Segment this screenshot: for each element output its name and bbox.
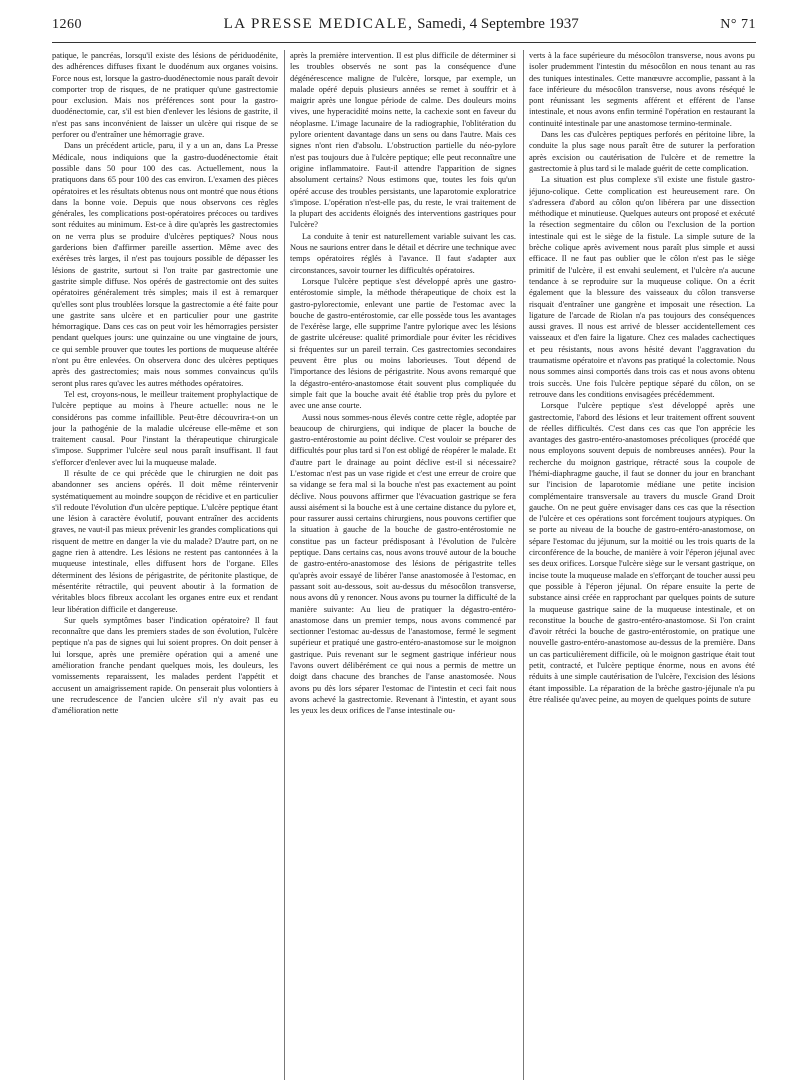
paragraph: Sur quels symptômes baser l'indication opératoire? Il faut reconnaître que dans les premiers stades de son évolution, l'ulcère peptique n'a pas de signes qui lui soient propres. On doit penser à lui lorsque, après une première opération qui a amené une amélioration franche pendant quelques mois, les douleurs, les vomissements reparaissent, les malades perdent l'appétit et accusent un amaigrissement rapide. On penserait plus volontiers à une recrudescence de l'ancien ulcère s'il n'y avait pas eu d'amélioration nette: [52, 615, 278, 716]
paragraph: Dans les cas d'ulcères peptiques perforés en péritoine libre, la conduite la plus sage nous paraît être de suturer la perforation après excision ou cautérisation de l'ulcère et de remettre la gastrectomie à plus tard si le malade guérit de cette complication.: [529, 130, 755, 173]
column-divider: [284, 50, 285, 1080]
paragraph: Lorsque l'ulcère peptique s'est développé après une gastrectomie, l'abord des lésions et leur traitement offrent souvent de réelles difficultés. C'est dans ces cas que l'on apprécie les avantages des gastro-entéro-anastomoses précoliques (procédé que nous employons souvent depuis de nombreuses années). Pour la recherche du moignon gastrique, rétracté sous la coupole de l'hémi-diaphragme gauche, il faut se donner du jour en branchant sur l'incision de laparotomie médiane une petite incision complémentaire transversale au travers du muscle Grand Droit gauche. On ne peut guère envisager dans ces cas que la résection de l'ulcère et ces opérations sont forcément toujours atypiques. On se porte au niveau de la bouche de gastro-entéro-anastomose, on sépare l'estomac du jéjunum, sur la moitié ou les trois quarts de la circonférence de la bouche, de manière à voir l'éperon jéjunal avec ses deux orifices. Lorsque l'ulcère siège sur le versant gastrique, on incise toute la muqueuse malade en s'efforçant de toucher aussi peu que possible à l'éperon jéjunal. On répare ensuite la perte de substance ainsi créée en rapprochant par quelques points de suture la muqueuse gastrique saine de la muqueuse intestinale, et on reconstitue la bouche de gastro-entéro-anastomose. Si l'on craint d'avoir rétréci la bouche de gastro-entérostomie, on pratique une nouvelle gastro-entéro-anastomose au-dessus de la première. Dans un cas particulièrement difficile, où le moignon gastrique était tout petit, contracté, et l'ulcère peptique énorme, nous en avons été réduits à une simple cautérisation de l'ulcère, l'excision des lésions étant impossible. La réparation de la brèche gastro-jéjunale n'a pu être réalisée qu'avec peine, au moyen de quelques points de suture: [529, 401, 755, 704]
text-column-3: [529, 50, 755, 1080]
page-number: 1260: [52, 17, 82, 32]
column-divider: [523, 50, 524, 1080]
issue-number: N° 71: [720, 17, 756, 32]
issue-date: Samedi, 4 Septembre 1937: [417, 16, 579, 32]
paragraph: La conduite à tenir est naturellement variable suivant les cas. Nous ne saurions entrer dans le détail et décrire une technique avec temps opératoires réglés à l'avance. Il faut s'adapter aux circonstances, savoir tourner les difficultés opératoires.: [290, 231, 516, 275]
page-header: [52, 16, 756, 43]
paragraph: Lorsque l'ulcère peptique s'est développé après une gastro-entérostomie simple, la méthode thérapeutique de choix est la gastro-pylorectomie, enlevant une partie de l'estomac avec la bouche de gastro-entérostomie, car elle possède tous les avantages de l'exérèse large, elle supprime l'antre pylorique avec les lésions de gastrite ulcéreuse: qualité primordiale pour éviter les récidives si fréquentes sur un pareil terrain. Ces gastrectomies secondaires peuvent être plus ou moins laborieuses. Tout dépend de l'importance des lésions de périgastrite. Nous avons remarqué que la dégastro-entéro-anastomose était souvent plus compliquée du simple fait que la bouche avait été établie trop près du pylore et avec une anse courte.: [290, 276, 516, 411]
article-columns: [52, 50, 756, 1080]
text-column-2: [290, 50, 516, 1080]
paragraph: La situation est plus complexe s'il existe une fistule gastro-jéjuno-colique. Cette complication est heureusement rare. On s'adressera d'abord au côlon qu'on libérera par une dissection méthodique et minutieuse. Quelques auteurs ont proposé et exécuté la résection segmentaire du côlon ou l'exclusion de la portion intestinale qui est le siège de la fistule. La simple suture de la brèche colique après avivement nous paraît plus simple et aussi efficace. Il ne faut pas oublier que le côlon n'est pas le siège primitif de l'ulcère, il est envahi seulement, et l'ulcère n'a aucune tendance à se reproduire sur la muqueuse colique. On a écrit également que la blessure des vaisseaux du côlon transverse risquait d'entraîner une gangrène et imposait une résection. La ligature de l'arcade de Riolan n'a pas toujours des conséquences aussi graves. Il nous est arrivé de blesser accidentellement ces vaisseaux et d'en faire la ligature. Chez ces malades cachectiques et peu résistants, nous avons hésité devant l'aggravation du traumatisme opératoire et n'avons pas pratiqué la colectomie. Nous nous sommes ainsi comportés dans trois cas et nous avons obtenu trois succès. Une fois l'ulcère peptique séparé du côlon, on se retrouve dans les conditions envisagées précédemment.: [529, 175, 755, 399]
paragraph: Dans un précédent article, paru, il y a un an, dans La Presse Médicale, nous indiquions que la gastro-duodénectomie était possible dans 50 pour 100 des cas. Actuellement, nous la pratiquons dans 65 pour 100 des cas environ. L'examen des pièces opératoires et les résultats obtenus nous ont montré que nous étions dans la bonne voie. Depuis que nous observons ces règles générales, les complications post-opératoires précoces ou tardives sont réduites au minimum. Est-ce à dire qu'après les gastrectomies on ne verra plus se produire d'ulcères peptiques? Nous nous garderions bien d'affirmer pareille assertion. Même avec des exérèses très larges, il n'est pas toujours possible de dépasser les lésions de gastrite, surtout si l'on traite par gastrectomie une gastrite simple diffuse. Nos opérés de gastrectomie ont des suites opératoires généralement très simples; mais il est à remarquer qu'elles sont plus troublées lorsque la gastrectomie a été faite pour une gastrite sans ulcère et en particulier pour une gastrite hémorragique. Dans ces cas on peut voir les hémorragies persister pendant quelques jours: une quinzaine ou une vingtaine de jours, ce qui semble prouver que toutes les portions de muqueuse altérée n'ont pu être enlevées. On observera donc des ulcères peptiques après des gastrectomies; mais nous sommes convaincus qu'ils seront plus rares qu'avec les autres méthodes opératoires.: [52, 141, 278, 388]
paragraph: après la première intervention. Il est plus difficile de déterminer si les troubles observés ne sont pas la conséquence d'une dégénérescence maligne de l'ulcère, lorsque, par exemple, un malade opéré depuis plusieurs années se remet à souffrir et à maigrir après une longue période de calme. Des douleurs moins vives, une hyperacidité moins nette, la cachexie sont en faveur du néoplasme. L'image lacunaire de la radiographie, l'oblitération du pylore orientent davantage dans un sens ou dans l'autre. Mais ces signes n'ont rien d'absolu. L'obstruction partielle du néo-pylore n'est pas toujours due à l'ulcère peptique; elle peut reconnaître une origine inflammatoire. Faut-il attendre l'apparition de signes absolument certains? Nous estimons que, toutes les fois qu'un opéré accuse des troubles persistants, une laparotomie exploratrice s'impose. L'opération n'est-elle pas, du reste, le vrai traitement de la plupart des accidents éloignés des interventions gastriques pour l'ulcère?: [290, 51, 516, 230]
paragraph: Il résulte de ce qui précède que le chirurgien ne doit pas abandonner ses anciens opérés. Il doit même réintervenir systématiquement au moindre soupçon de récidive et en particulier s'il redoute l'évolution d'un ulcère peptique. L'ulcère peptique étant une lésion à caractère évolutif, pouvant entraîner des accidents graves, ne vaut-il pas mieux prévenir les grandes complications qui risquent de mettre en danger la vie du malade? D'autre part, on ne gagne rien à attendre. Les lésions ne restent pas cantonnées à la muqueuse intestinale, elles diffusent hors de l'organe. Elles déterminent des lésions de périgastrite, de péritonite plastique, de mésentérite rétractile, qui peuvent aboutir à la formation de véritables blocs fibreux accolant les organes entre eux et rendant leur libération difficile et dangereuse.: [52, 468, 278, 614]
paragraph: patique, le pancréas, lorsqu'il existe des lésions de périduodénite, des adhérences diffuses fixant le duodénum aux organes voisins. Force nous est, lorsque la gastro-duodénectomie nous paraît devoir comporter trop de risques, de ne pratiquer qu'une gastrectomie pour exclusion. Mais nos préférences sont pour la gastro-duodénectomie, car, s'il est bien d'enlever les lésions de gastrite, il n'est pas sans inconvénient de laisser un ulcère qui risque de se perforer ou d'entraîner une hémorragie grave.: [52, 51, 278, 140]
journal-title: LA PRESSE MEDICALE,: [223, 16, 414, 32]
header-title-line: [224, 16, 579, 33]
paragraph: Aussi nous sommes-nous élevés contre cette règle, adoptée par beaucoup de chirurgiens, qui indique de placer la bouche de gastro-entérostomie au point déclive. C'est vouloir se préparer des difficultés pour plus tard si l'on est obligé de réopérer le malade. Et d'autre part le drainage au point déclive est-il si nécessaire? L'estomac n'est pas un vase rigide et c'est une erreur de croire que sa vidange se fera mal si la bouche n'est pas exactement au point déclive. Nous pouvons affirmer que l'évacuation gastrique se fera aussi aisément si la bouche est à une certaine distance du pylore et, pour rassurer aussi certains chirurgiens, nous pouvons certifier que la situation à gauche de la bouche de gastro-entérostomie ne constitue pas un facteur prédisposant à l'évolution de l'ulcère peptique. Dans certains cas, nous avons trouvé autour de la bouche de gastro-entéro-anastomose des lésions de périgastrite telles qu'après avoir essayé de libérer l'anse anastomosée à l'estomac, en passant soit au-dessous, soit au-dessus du mésocôlon transverse, nous avons dû y renoncer. Nous avons pu tourner la difficulté de la manière suivante: Au lieu de pratiquer la dégastro-entéro-anastomose dans un premier temps, nous avons commencé par sectionner l'estomac au-dessus de l'anastomose, fermé le segment supérieur et pratiqué une gastro-entéro-anastomose sur le moignon gastrique. Puis revenant sur le segment gastrique inférieur nous l'avons ouvert délibérément ce qui nous a permis de mettre un doigt dans chacune des branches de l'anse anastomosée. Nous avons pu dès lors séparer l'estomac de l'intestin et ceci fait nous avons achevé la gastrectomie. Revenant à l'intestin, et ayant sous les yeux les deux orifices de l'anse intestinale ou-: [290, 412, 516, 716]
text-column-1: [52, 50, 278, 1080]
paragraph: Tel est, croyons-nous, le meilleur traitement prophylactique de l'ulcère peptique au moins à l'heure actuelle: nous ne le considérons pas comme infaillible. Peut-être découvrira-t-on un jour la pathogénie de la maladie ulcéreuse elle-même et son traitement causal. Pour l'instant la thérapeutique chirurgicale s'impose. Supprimer l'ulcère seul nous paraît insuffisant. Il faut s'efforcer d'enlever avec lui la muqueuse malade.: [52, 389, 278, 467]
paragraph: verts à la face supérieure du mésocôlon transverse, nous avons pu isoler prudemment l'intestin du mésocôlon en nous tenant au ras des tuniques intestinales. Cette manœuvre accomplie, passant à la face inférieure du mésocôlon transverse, nous avons réséqué le pont réunissant les segments afférent et efférent de l'anse intestinale, et nous avons enfin terminé l'opération en restaurant la continuité intestinale par une anastomose termino-terminale.: [529, 51, 755, 128]
